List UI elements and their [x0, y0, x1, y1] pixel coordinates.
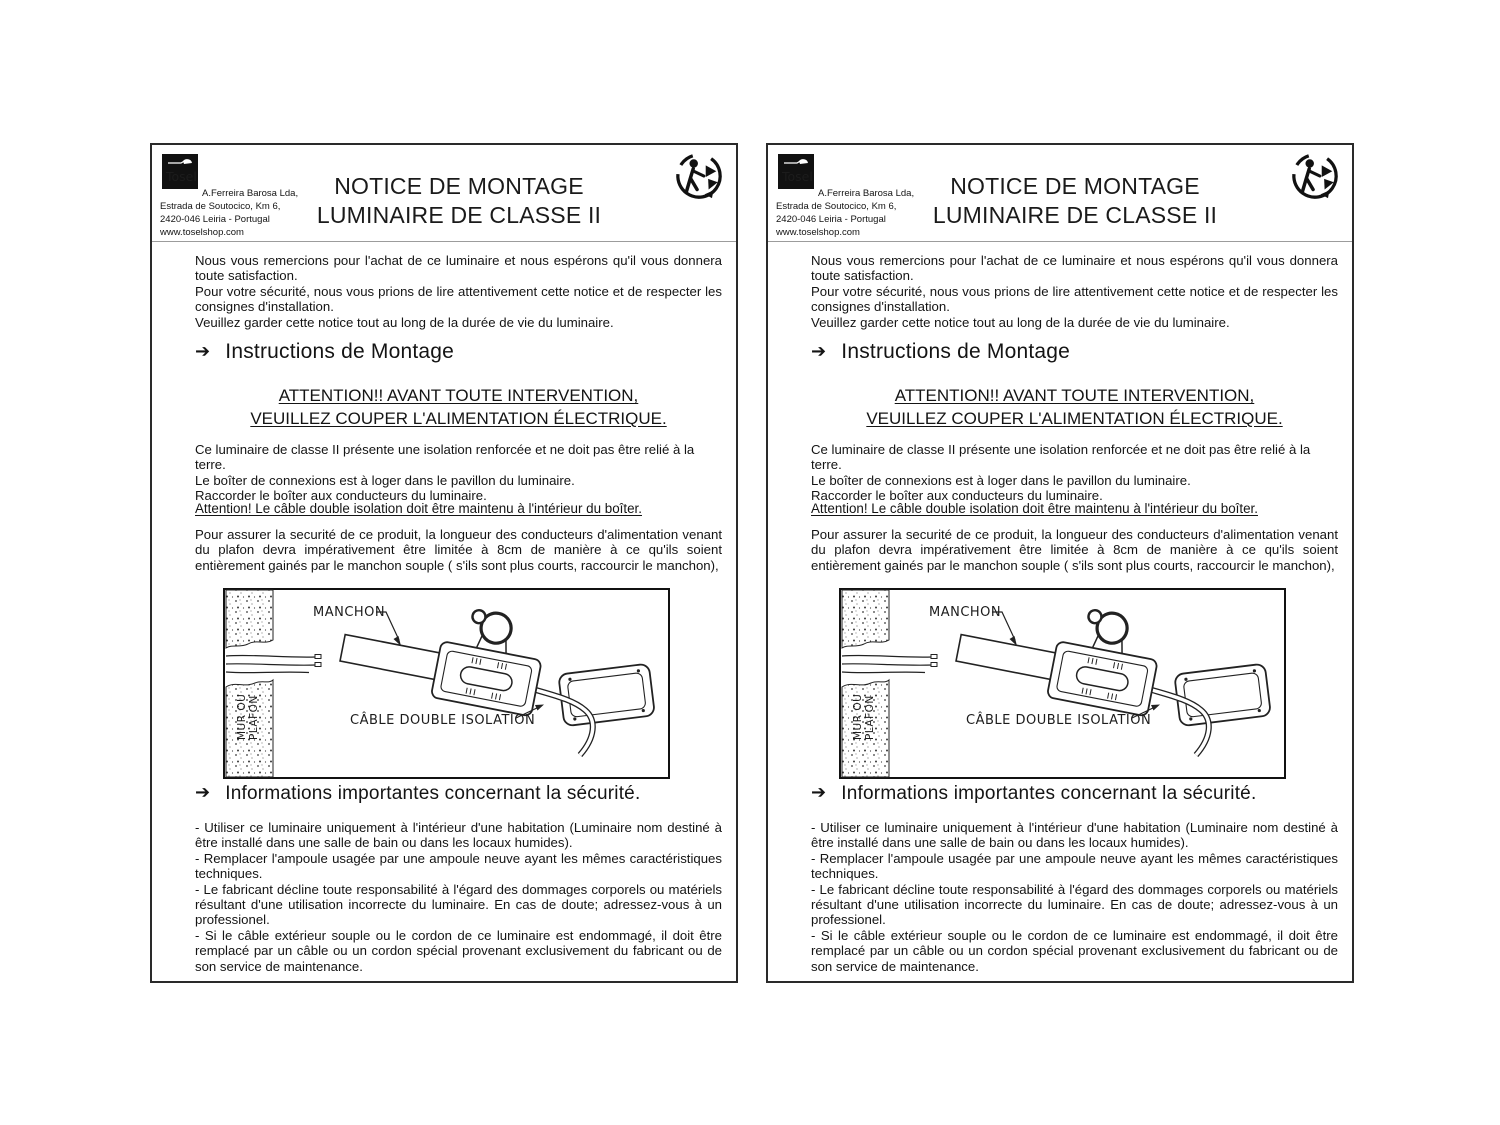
page-1: [150, 143, 738, 983]
header-divider: [768, 241, 1352, 242]
class2-paragraph: [811, 442, 1338, 504]
tosel-logo: [162, 154, 198, 189]
class2-line: Ce luminaire de classe II présente une isolation renforcée et ne doit pas être relié à la terre.: [811, 442, 1311, 473]
intro-line: Nous vous remercions pour l'achat de ce luminaire et nous espérons qu'il vous donnera toute satisfaction.: [195, 253, 722, 284]
pavilion-cover: [558, 664, 655, 727]
intro-line: Veuillez garder cette notice tout au long de la durée de vie du luminaire.: [811, 314, 1230, 330]
montage-heading: [811, 340, 1338, 363]
attention-warning: [811, 384, 1338, 430]
montage-heading-label: Instructions de Montage: [225, 340, 455, 363]
wall-label-line-2: PLAFON: [248, 695, 260, 740]
class2-line: Raccorder le boîter aux conducteurs du luminaire.: [811, 488, 1103, 504]
page-2: [766, 143, 1354, 983]
mounting-diagram: [839, 588, 1286, 779]
logo-text: Tosel: [166, 169, 197, 184]
company-website: www.toselshop.com: [160, 227, 244, 238]
wall-label-line-1: MUR OU: [852, 693, 864, 740]
company-name: A.Ferreira Barosa Lda,: [202, 188, 299, 199]
security-item: - Utiliser ce luminaire uniquement à l'intérieur d'une habitation (Luminaire nom destiné à être installé dans une salle de bain ou dans les locaux humides).: [195, 820, 722, 851]
manchon-label: MANCHON: [929, 605, 1002, 620]
montage-heading: [195, 340, 722, 363]
attention-warning: [195, 384, 722, 430]
wall-label-line-2: PLAFON: [864, 695, 876, 740]
tosel-logo: [778, 154, 814, 189]
security-item: - Utiliser ce luminaire uniquement à l'intérieur d'une habitation (Luminaire nom destiné à être installé dans une salle de bain ou dans les locaux humides).: [811, 820, 1338, 851]
wall-label-line-1: MUR OU: [236, 693, 248, 740]
arrow-bullet-icon: ➔: [195, 341, 211, 361]
security-item: - Si le câble extérieur souple ou le cordon de ce luminaire est endommagé, il doit être remplacé par un câble ou un cordon spécial provenant exclusivement du fabricant ou de son service de maintenance.: [195, 927, 722, 974]
class2-line: Le boîter de connexions est à loger dans le pavillon du luminaire.: [195, 472, 575, 488]
security-item: - Remplacer l'ampoule usagée par une ampoule neuve ayant les mêmes caractéristiques techniques.: [811, 850, 1338, 882]
header-divider: [152, 241, 736, 242]
sleeve-paragraph: Pour assurer la securité de ce produit, la longueur des conducteurs d'alimentation venant du plafon devra impérativement être limitée à 8cm de manière à ce qu'ils soient entièrement gainés par le manchon souple ( s'ils sont plus courts, raccourcir le manchon),: [195, 527, 722, 573]
security-item: - Remplacer l'ampoule usagée par une ampoule neuve ayant les mêmes caractéristiques techniques.: [195, 850, 722, 882]
logo-text: Tosel: [782, 169, 813, 184]
arrow-bullet-icon: ➔: [811, 341, 827, 361]
manchon-label: MANCHON: [313, 605, 386, 620]
sleeve-paragraph: Pour assurer la securité de ce produit, la longueur des conducteurs d'alimentation venant du plafon devra impérativement être limitée à 8cm de manière à ce qu'ils soient entièrement gainés par le manchon souple ( s'ils sont plus courts, raccourcir le manchon),: [811, 527, 1338, 573]
attention-line-2: VEUILLEZ COUPER L'ALIMENTATION ÉLECTRIQUE.: [866, 409, 1283, 428]
company-address-1: Estrada de Soutocico, Km 6,: [776, 201, 897, 212]
class2-paragraph: [195, 442, 722, 504]
cable-warning: Attention! Le câble double isolation doit être maintenu à l'intérieur du boîter.: [811, 501, 1258, 516]
attention-line-1: ATTENTION!! AVANT TOUTE INTERVENTION,: [894, 386, 1255, 405]
security-item: - Le fabricant décline toute responsabilité à l'égard des dommages corporels ou matériels résultant d'une utilisation incorrecte du luminaire. En cas de doute; adressez-vous à un professionel.: [811, 881, 1338, 928]
attention-line-2: VEUILLEZ COUPER L'ALIMENTATION ÉLECTRIQUE.: [250, 409, 667, 428]
triman-recycling-icon: [674, 151, 724, 201]
security-heading-label: Informations importantes concernant la sécurité.: [841, 783, 1257, 804]
company-address-2: 2420-046 Leiria - Portugal: [160, 214, 270, 225]
wall-strip-top: [226, 590, 273, 648]
attention-line-1: ATTENTION!! AVANT TOUTE INTERVENTION,: [278, 386, 639, 405]
company-address-2: 2420-046 Leiria - Portugal: [776, 214, 886, 225]
mounting-diagram: [223, 588, 670, 779]
intro-paragraphs: [811, 253, 1338, 330]
class2-line: Raccorder le boîter aux conducteurs du luminaire.: [195, 488, 487, 504]
title-line-2: LUMINAIRE DE CLASSE II: [932, 202, 1218, 228]
intro-line: Pour votre sécurité, nous vous prions de lire attentivement cette notice et de respecter les consignes d'installation.: [195, 283, 722, 315]
security-heading: [811, 782, 1338, 804]
company-address-1: Estrada de Soutocico, Km 6,: [160, 201, 281, 212]
cable-label: CÂBLE DOUBLE ISOLATION: [966, 713, 1152, 728]
intro-line: Veuillez garder cette notice tout au long de la durée de vie du luminaire.: [195, 314, 614, 330]
security-heading: [195, 782, 722, 804]
company-name: A.Ferreira Barosa Lda,: [818, 188, 915, 199]
class2-line: Le boîter de connexions est à loger dans le pavillon du luminaire.: [811, 472, 1191, 488]
cable-label: CÂBLE DOUBLE ISOLATION: [350, 713, 536, 728]
page-title: [222, 172, 696, 230]
page-title: [838, 172, 1312, 230]
pavilion-cover: [1174, 664, 1271, 727]
triman-recycling-icon: [1290, 151, 1340, 201]
security-item: - Le fabricant décline toute responsabilité à l'égard des dommages corporels ou matériels résultant d'une utilisation incorrecte du luminaire. En cas de doute; adressez-vous à un professionel.: [195, 881, 722, 928]
security-heading-label: Informations importantes concernant la sécurité.: [225, 783, 641, 804]
cable-warning: Attention! Le câble double isolation doit être maintenu à l'intérieur du boîter.: [195, 501, 642, 516]
title-line-2: LUMINAIRE DE CLASSE II: [316, 202, 602, 228]
montage-heading-label: Instructions de Montage: [841, 340, 1071, 363]
security-list: [811, 820, 1338, 974]
security-item: - Si le câble extérieur souple ou le cordon de ce luminaire est endommagé, il doit être remplacé par un câble ou un cordon spécial provenant exclusivement du fabricant ou de son service de maintenance.: [811, 927, 1338, 974]
company-website: www.toselshop.com: [776, 227, 860, 238]
intro-paragraphs: [195, 253, 722, 330]
security-list: [195, 820, 722, 974]
title-line-1: NOTICE DE MONTAGE: [334, 173, 584, 199]
arrow-bullet-icon: ➔: [195, 782, 211, 802]
intro-line: Pour votre sécurité, nous vous prions de lire attentivement cette notice et de respecter les consignes d'installation.: [811, 283, 1338, 315]
wall-strip-top: [842, 590, 889, 648]
title-line-1: NOTICE DE MONTAGE: [950, 173, 1200, 199]
arrow-bullet-icon: ➔: [811, 782, 827, 802]
class2-line: Ce luminaire de classe II présente une isolation renforcée et ne doit pas être relié à la terre.: [195, 442, 695, 473]
intro-line: Nous vous remercions pour l'achat de ce luminaire et nous espérons qu'il vous donnera toute satisfaction.: [811, 253, 1338, 284]
